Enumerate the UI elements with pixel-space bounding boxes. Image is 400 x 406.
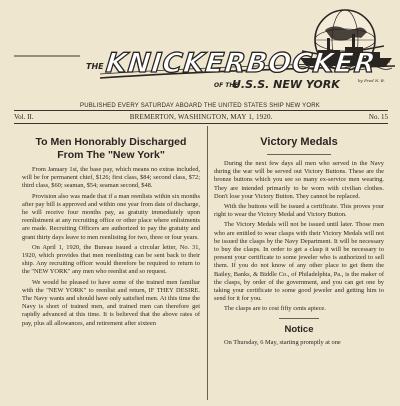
right-headline: Victory Medals [260,136,338,148]
svg-text:by Fred N. B.: by Fred N. B. [358,78,385,83]
left-headline [22,136,200,162]
left-paragraph: Provision also was made that if a man reenlists within six months after pay bill is approved and within one year from date of discharge, he will receive four months pay, as gratuity immediately upon reenlistment at any recruiting office or other place where enlistments are made. Recruiting Officers are authorized to pay the gratuity and grant thirty days leave to men reenlisting for two, three or four years. [22,192,200,241]
masthead-title: KNICKERBOCKER [104,48,378,79]
masthead [0,0,400,96]
notice-text: On Thursday, 6 May, starting promptly at one [224,338,341,346]
dateline [14,113,388,121]
issue-number: No. 15 [368,113,388,121]
masthead-ship-name: U.S.S. NEW YORK [232,78,340,91]
left-paragraph: On April 1, 1920, the Bureau issued a circular letter, No. 31, 1920, which provides that men reenlisting can be sent back to their ship. Any recruiting officer would therefore be required to return to the "NEW YORK" any men who reenlist and so request. [22,243,200,276]
masthead-the: THE [86,62,104,71]
right-paragraph: The Victory Medals will not be issued until later. Those men who are entitled to wear clasps with their Victory Medals will not be issued the clasps by the Navy Department. It will be necessary to buy the clasps. In order to get a clasp it will be necessary to present your certificate to some jeweler who is authorized to sell them. If you do not know of any other place to get them the Bailey, Banks, & Biddle Co., of Philadelphia, Pa., is the maker of the clasps, by order of the government, and you can get one by taking your certificate to some good jeweler and getting him to send for it for you. [214,221,384,303]
left-headline-line2: From The "New York" [57,149,165,161]
right-paragraph: The clasps are to cost fifty cents apiece. [224,305,326,313]
top-rule [14,110,388,111]
left-paragraph: From January 1st, the base pay, which means no extras included, will be for permanent chief, $126; first class, $84; second class, $72; third class, $60; seaman, $54; seaman second, $48. [22,166,200,190]
masthead-of-the: OF THE [214,82,239,89]
left-column [22,136,200,406]
volume-label: Vol. II. [14,113,34,121]
left-headline-line1: To Men Honorably Discharged [35,136,187,148]
notice-rule [279,318,319,319]
right-paragraph: With the buttons will be issued a certificate. This proves your right to wear the Victory Medal and Victory Button. [214,203,384,219]
bottom-rule [14,123,388,124]
column-divider [207,126,208,400]
notice-title: Notice [284,323,314,335]
published-line: PUBLISHED EVERY SATURDAY ABOARD THE UNITED STATES SHIP NEW YORK [80,103,320,109]
headline-rule [267,154,331,155]
right-column [214,136,384,406]
right-paragraph: During the next few days all men who served in the Navy during the war will be served out Victory Buttons. These are the bronze buttons which you see so many ex-service men wearing. They are intended primarily to be worn with civilian clothes. Don't lose your Victory Button. They cannot be replaced. [214,160,384,200]
left-paragraph: We would be pleased to have some of the trained men familiar with the "NEW YORK" to reenlist and return, IF THEY DESIRE. The Navy wants and should have only satisfied men. At this time the Navy is short of trained men, and trained men can therefore get rapidly advanced at this time. It is believed that the above rates of pay, plus all allowances, and retirement after sixteen [22,278,200,327]
place-date: BREMERTON, WASHINGTON, MAY 1, 1920. [129,113,273,121]
